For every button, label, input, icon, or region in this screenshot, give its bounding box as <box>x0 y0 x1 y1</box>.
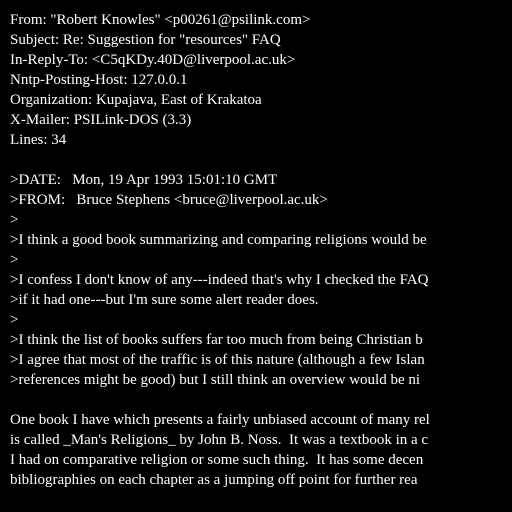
quoted-line: >if it had one---but I'm sure some alert reader does. <box>10 292 319 308</box>
header-in-reply-to: In-Reply-To: <C5qKDy.40D@liverpool.ac.uk> <box>10 52 296 68</box>
quoted-line: > <box>10 212 19 228</box>
quoted-line: > <box>10 252 19 268</box>
body-line: is called _Man's Religions_ by John B. Noss. It was a textbook in a c <box>10 432 429 448</box>
blank-line <box>10 150 512 170</box>
header-x-mailer: X-Mailer: PSILink-DOS (3.3) <box>10 112 192 128</box>
body-line: I had on comparative religion or some such thing. It has some decen <box>10 452 424 468</box>
header-from: From: "Robert Knowles" <p00261@psilink.com> <box>10 12 311 28</box>
quoted-line: > <box>10 312 19 328</box>
message-body <box>10 410 512 490</box>
header-lines: Lines: 34 <box>10 132 67 148</box>
header-subject: Subject: Re: Suggestion for "resources" FAQ <box>10 32 281 48</box>
body-line: bibliographies on each chapter as a jumping off point for further rea <box>10 472 418 488</box>
message-document <box>10 10 512 512</box>
message-headers <box>10 10 512 150</box>
header-nntp-posting-host: Nntp-Posting-Host: 127.0.0.1 <box>10 72 188 88</box>
quoted-line: >references might be good) but I still think an overview would be ni <box>10 372 421 388</box>
header-organization: Organization: Kupajava, East of Krakatoa <box>10 92 262 108</box>
quoted-line: >DATE: Mon, 19 Apr 1993 15:01:10 GMT <box>10 172 278 188</box>
quoted-line: >I think a good book summarizing and comparing religions would be <box>10 232 427 248</box>
quoted-line: >FROM: Bruce Stephens <bruce@liverpool.ac.uk> <box>10 192 328 208</box>
quoted-line: >I agree that most of the traffic is of this nature (although a few Islan <box>10 352 425 368</box>
quoted-text <box>10 170 512 390</box>
body-line: One book I have which presents a fairly unbiased account of many rel <box>10 412 430 428</box>
quoted-line: >I confess I don't know of any---indeed that's why I checked the FAQ <box>10 272 429 288</box>
quoted-line: >I think the list of books suffers far too much from being Christian b <box>10 332 423 348</box>
blank-line <box>10 390 512 410</box>
